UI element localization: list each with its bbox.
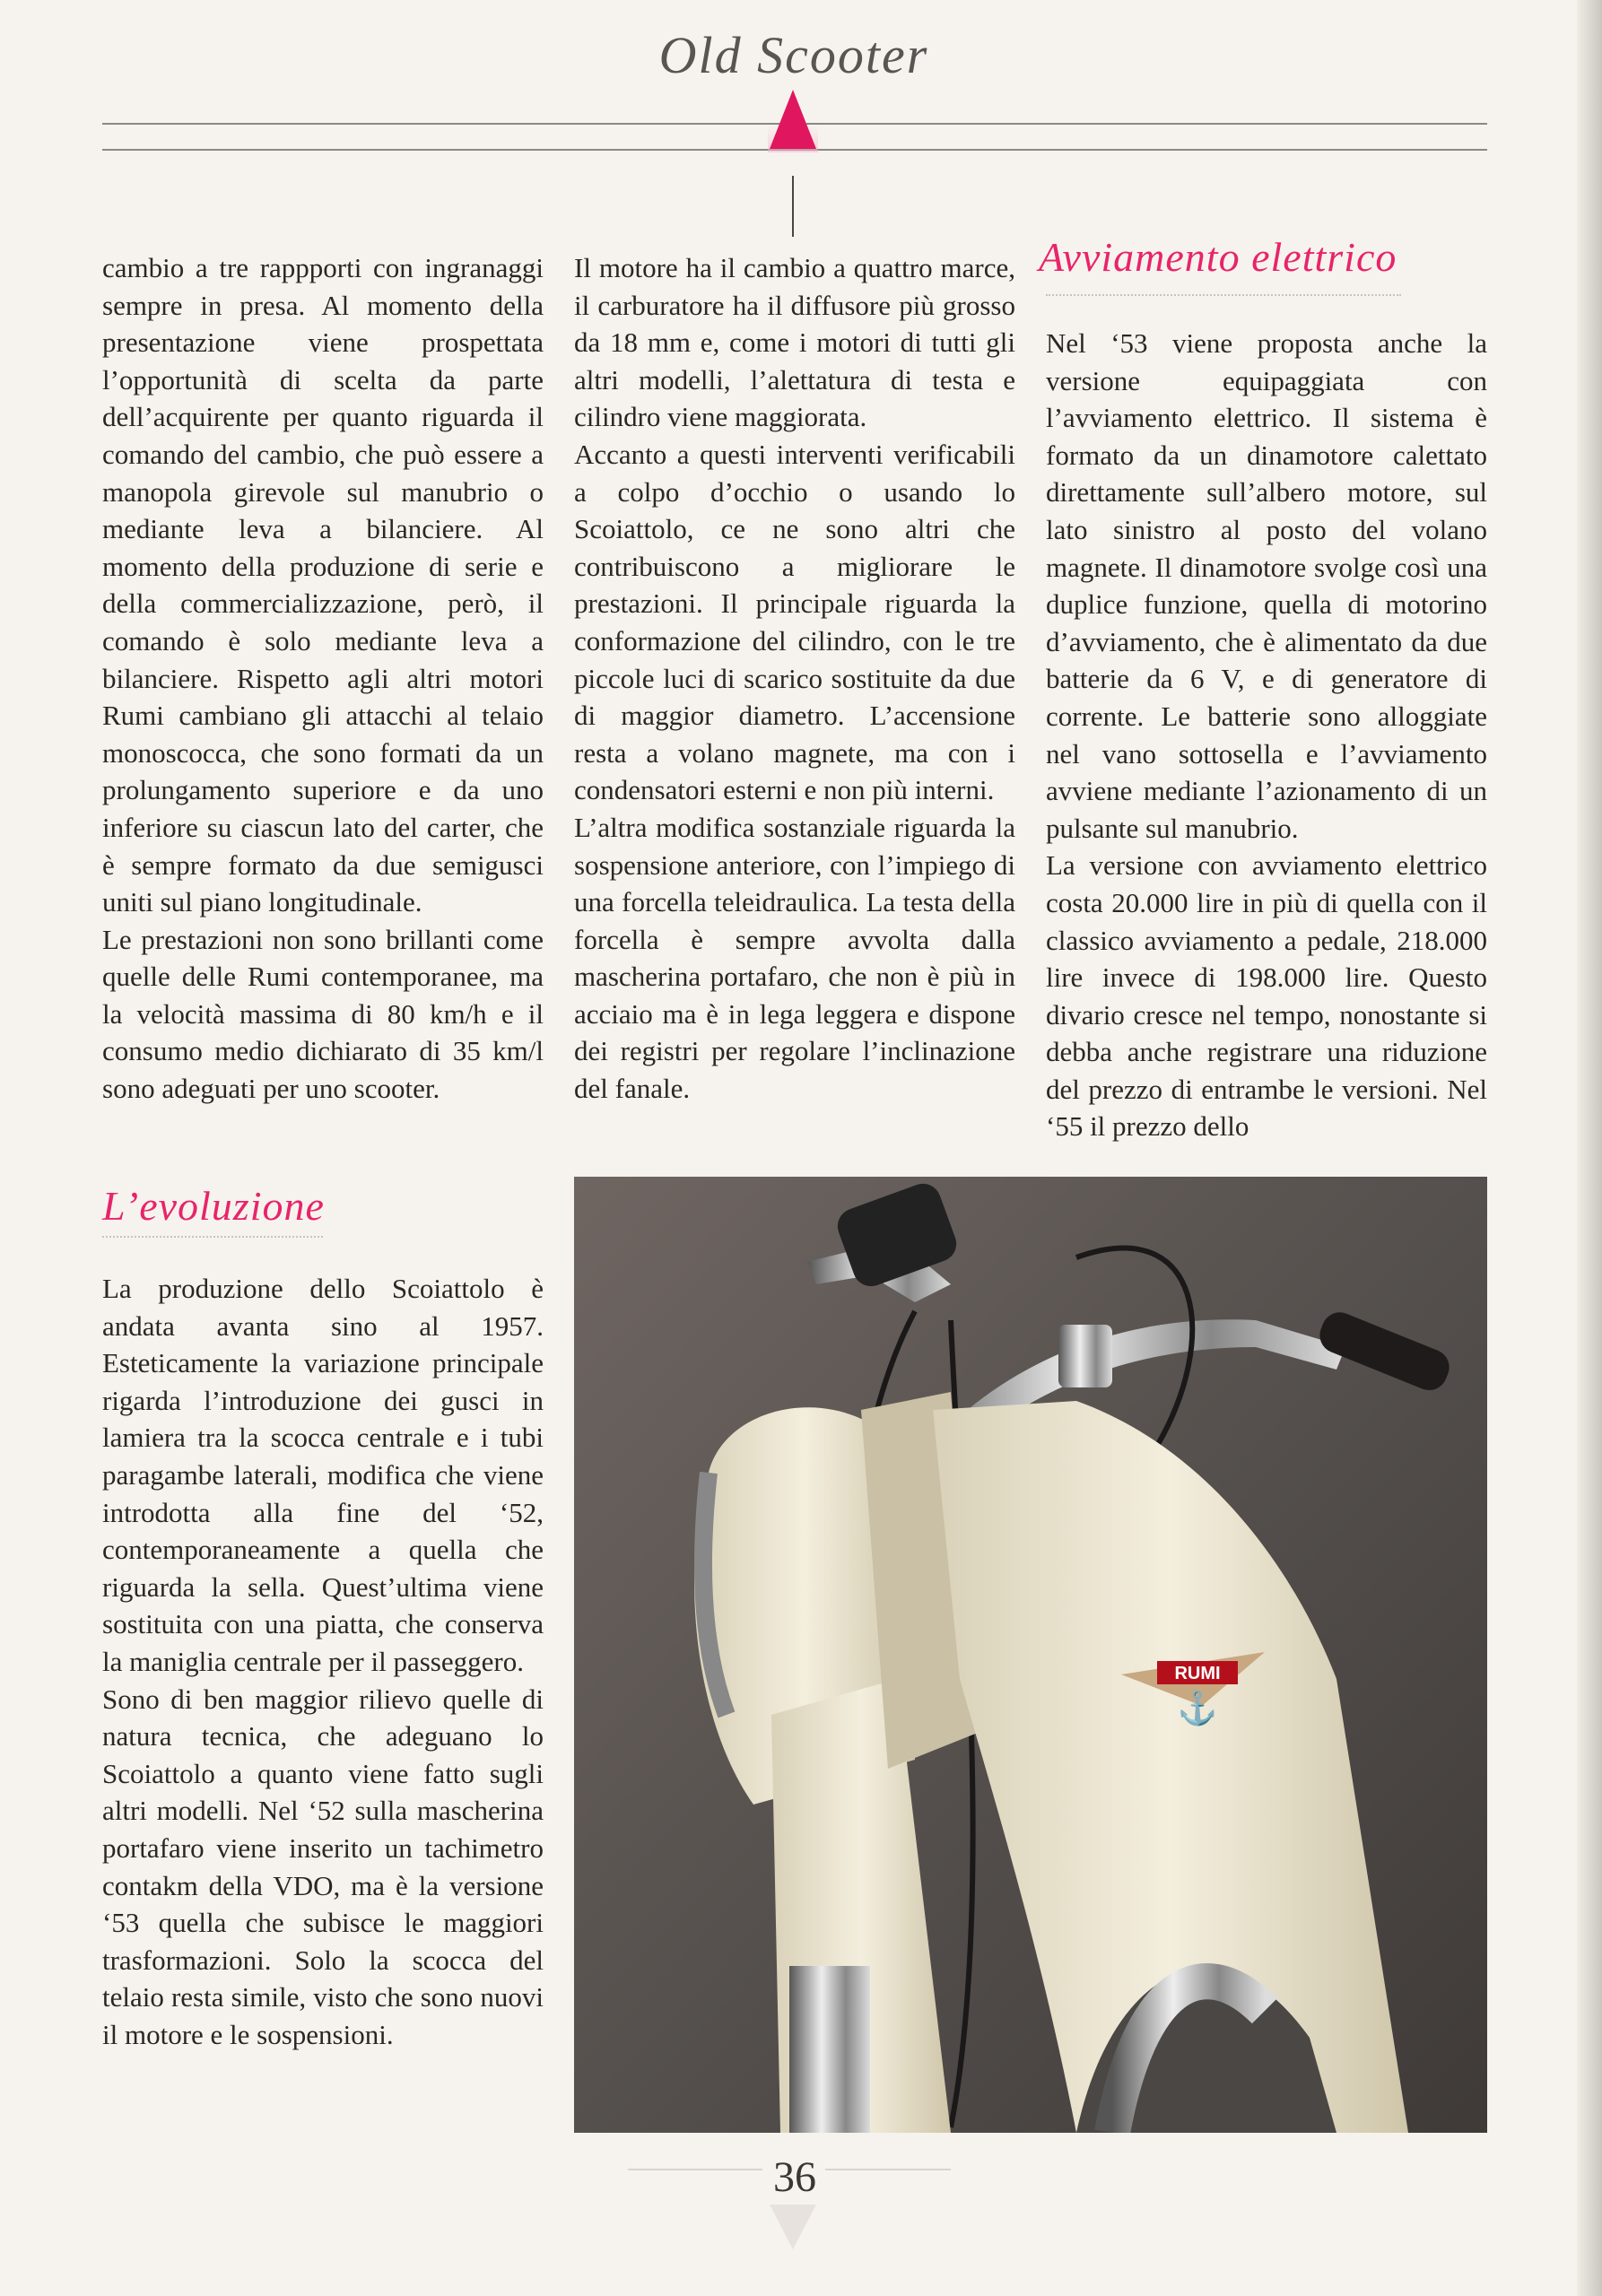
header-triangle-icon xyxy=(770,90,816,149)
article-column-evoluzione xyxy=(102,1270,544,2053)
col1-paragraph-2: Le prestazioni non sono brillanti come quelle delle Rumi contemporanee, ma la velocità massima di 80 km/h e il consumo medio dichiarato di 35 km/l sono adeguati per uno scooter. xyxy=(102,923,544,1105)
article-column-3 xyxy=(1046,325,1487,1145)
column-divider-mark xyxy=(792,176,794,237)
col2-paragraph-1: Il motore ha il cambio a quattro marce, il carburatore ha il diffusore più grosso da 18 mm e, come i motori di tutti gli altri modelli, l’alettatura di testa e cilindro viene maggiorata. xyxy=(574,252,1015,433)
col2-paragraph-2: Accanto a questi interventi verificabili a colpo d’occhio o usando lo Scoiattolo, ce ne sono altri che contribuiscono a migliorare le prestazioni. Il principale riguarda la conformazione del cilindro, con le tre piccole luci di scarico sostituite da due di maggior diametro. L’accensione resta a volano magnete, ma con i condensatori esterni e non più interni. xyxy=(574,438,1015,806)
heading-avviamento-elettrico: Avviamento elettrico xyxy=(1039,234,1397,280)
page-edge-shadow xyxy=(1577,0,1602,2296)
article-column-2 xyxy=(574,249,1015,1108)
heading-underline xyxy=(102,1236,323,1238)
rumi-monogram-icon: ⚓ xyxy=(1177,1691,1218,1726)
page-number: 36 xyxy=(773,2153,816,2201)
footer-triangle-icon xyxy=(770,2205,816,2249)
col1-paragraph-1: cambio a tre rappporti con ingranaggi sempre in presa. Al momento della presentazione viene prospettata l’opportunità di scelta da parte dell’acquirente per quanto riguarda il comando del cambio, che può essere a manopola girevole sul manubrio o mediante leva a bilanciere. Al momento della produzione di serie e della commercializzazione, però, il comando è solo mediante leva a bilanciere. Rispetto agli altri motori Rumi cambiano gli attacchi al telaio monoscocca, che sono formati da un prolungamento superiore e da uno inferiore su ciascun lato del carter, che è sempre formato da due semigusci uniti sul piano longitudinale. xyxy=(102,252,544,918)
evoluzione-paragraph-2: Sono di ben maggior rilievo quelle di natura tecnica, che adeguano lo Scoiattolo a quanto viene fatto sugli altri modelli. Nel ‘52 sulla mascherina portafaro viene inserito un tachimetro contakm della VDO, ma è la versione ‘53 quella che subisce le maggiori trasformazioni. Solo la scocca del telaio resta simile, visto che sono nuovi il motore e le sospensioni. xyxy=(102,1683,544,2050)
article-column-1 xyxy=(102,249,544,1108)
scooter-illustration xyxy=(574,1177,1487,2133)
scooter-photo xyxy=(574,1177,1487,2133)
col2-paragraph-3: L’altra modifica sostanziale riguarda la sospensione anteriore, con l’impiego di una forcella teleidraulica. La testa della forcella è sempre avvolta dalla mascherina portafaro, che non è più in acciaio ma è in lega leggera e dispone dei registri per regolare l’inclinazione del fanale. xyxy=(574,811,1015,1105)
heading-evoluzione: L’evoluzione xyxy=(102,1183,325,1229)
heading-underline xyxy=(1046,294,1401,296)
evoluzione-paragraph-1: La produzione dello Scoiattolo è andata avanta sino al 1957. Esteticamente la variazione principale rigarda l’introduzione dei gusci in lamiera tra la scocca centrale e i tubi paragambe laterali, modifica che viene introdotta alla fine del ‘52, contemporaneamente a quella che riguarda la sella. Quest’ultima viene sostituita con una piatta, che conserva la maniglia centrale per il passeggero. xyxy=(102,1273,544,1677)
rumi-badge-text: RUMI xyxy=(1174,1664,1221,1683)
col3-paragraph-1: Nel ‘53 viene proposta anche la versione equipaggiata con l’avviamento elettrico. Il sistema è formato da un dinamotore calettato direttamente sull’albero motore, sul lato sinistro al posto del volano magnete. Il dinamotore svolge così una duplice funzione, quella di motorino d’avviamento, che è alimentato da due batterie da 6 V, e di generatore di corrente. Le batterie sono alloggiate nel vano sottosella e l’avviamento avviene mediante l’azionamento di un pulsante sul manubrio. xyxy=(1046,327,1487,844)
col3-paragraph-2: La versione con avviamento elettrico costa 20.000 lire in più di quella con il classico avviamento a pedale, 218.000 lire invece di 198.000 lire. Questo divario cresce nel tempo, nonostante si debba anche registrare una riduzione del prezzo di entrambe le versioni. Nel ‘55 il prezzo dello xyxy=(1046,849,1487,1143)
running-header-title: Old Scooter xyxy=(658,26,929,84)
